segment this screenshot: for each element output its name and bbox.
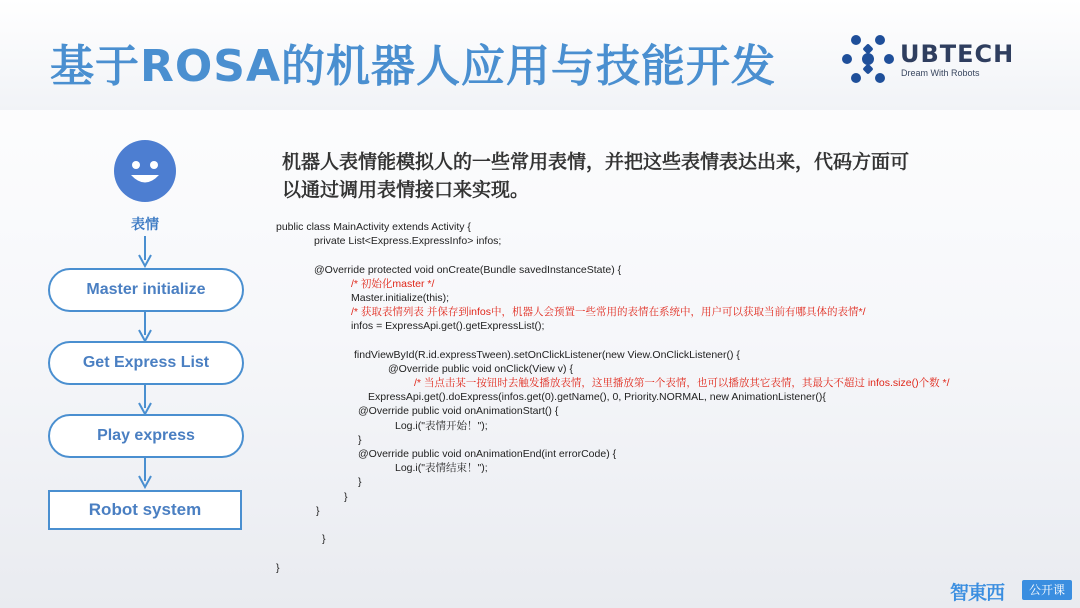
code-line: } xyxy=(358,433,362,446)
code-line: } xyxy=(322,533,326,546)
code-line: infos = ExpressApi.get().getExpressList(); xyxy=(351,320,545,333)
code-line: Log.i("表情结束！"); xyxy=(395,462,488,475)
code-line: findViewById(R.id.expressTween).setOnClickListener(new View.OnClickListener() { xyxy=(354,348,740,361)
arrow-down-icon xyxy=(138,457,152,489)
code-line xyxy=(276,518,1066,532)
code-line: private List<Express.ExpressInfo> infos; xyxy=(314,235,502,248)
code-line: } xyxy=(276,561,280,574)
description-line: 机器人表情能模拟人的一些常用表情，并把这些表情表达出来，代码方面可 xyxy=(282,151,910,173)
arrow-down-icon xyxy=(138,384,152,416)
code-line: @Override public void onClick(View v) { xyxy=(388,362,573,375)
step-play-express: Play express xyxy=(48,414,244,458)
smiley-face-icon xyxy=(114,140,176,202)
code-line: @Override protected void onCreate(Bundle savedInstanceState) { xyxy=(314,263,622,276)
arrow-down-icon xyxy=(138,311,152,343)
code-block xyxy=(276,220,1066,575)
code-line xyxy=(276,248,1066,262)
robot-system-box: Robot system xyxy=(48,490,242,530)
watermark xyxy=(950,578,1076,604)
code-line: @Override public void onAnimationStart() { xyxy=(358,405,559,418)
logo-name: UBTECH xyxy=(900,40,1015,68)
description-line: 以通过调用表情接口来实现。 xyxy=(282,179,530,201)
step-master-initialize: Master initialize xyxy=(48,268,244,312)
code-comment: /* 当点击某一按钮时去触发播放表情，这里播放第一个表情，也可以播放其它表情，其最大不超过 infos.size()个数 */ xyxy=(414,377,950,390)
step-get-express-list: Get Express List xyxy=(48,341,244,385)
watermark-tag: 公开课 xyxy=(1022,580,1072,600)
ubtech-mark-icon xyxy=(842,34,894,84)
slide-title: 基于ROSA的机器人应用与技能开发 xyxy=(50,41,777,92)
logo-tagline: Dream With Robots xyxy=(901,68,980,78)
code-line: } xyxy=(358,476,362,489)
code-line xyxy=(276,334,1066,348)
code-comment: /* 初始化master */ xyxy=(351,277,435,290)
code-comment: /* 获取表情列表 并保存到infos中，机器人会预置一些常用的表情在系统中，用户可以获取当前有哪具体的表情*/ xyxy=(351,306,866,319)
code-line: public class MainActivity extends Activity { xyxy=(276,221,471,233)
code-line: Log.i("表情开始！"); xyxy=(395,419,488,432)
arrow-down-icon xyxy=(138,236,152,268)
code-line: } xyxy=(344,490,348,503)
code-line: } xyxy=(316,504,320,517)
emotion-label: 表情 xyxy=(131,216,159,232)
description xyxy=(282,148,982,204)
code-line xyxy=(276,546,1066,560)
ubtech-logo xyxy=(842,34,1052,84)
code-line: Master.initialize(this); xyxy=(351,291,450,304)
code-line: @Override public void onAnimationEnd(int errorCode) { xyxy=(358,448,617,460)
code-line: ExpressApi.get().doExpress(infos.get(0).getName(), 0, Priority.NORMAL, new AnimationListener(){ xyxy=(368,391,826,404)
watermark-brand: 智東西 xyxy=(950,582,1005,604)
